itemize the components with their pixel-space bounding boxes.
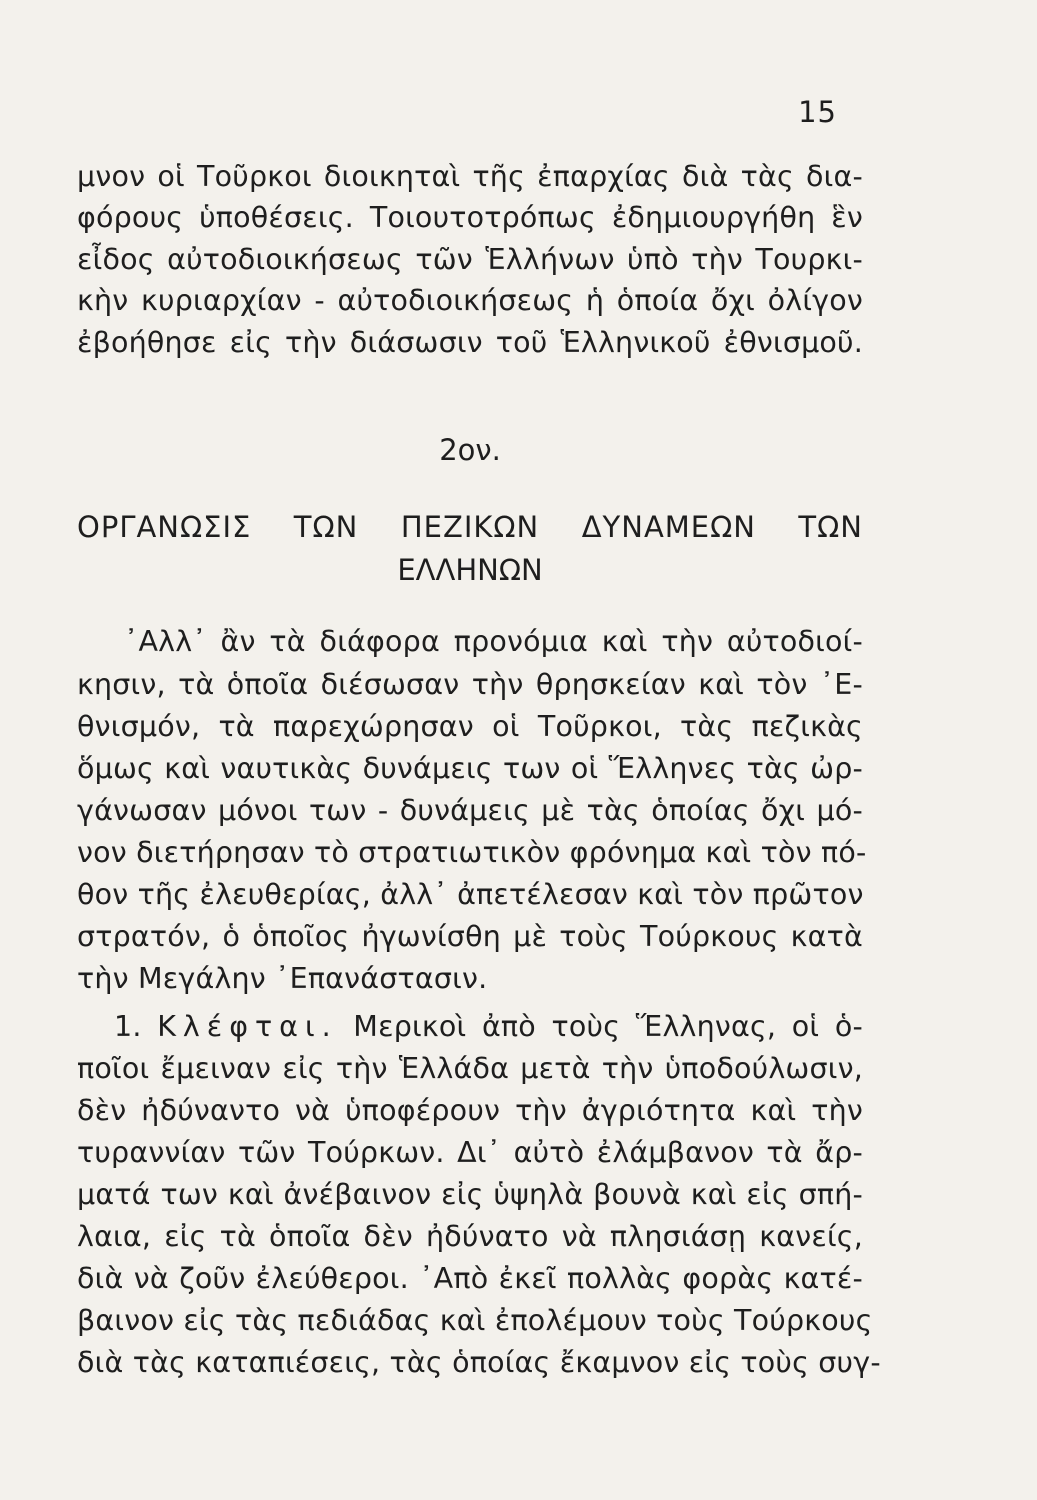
text-line: τὴν Μεγάλην ᾿Επανάστασιν.: [77, 962, 488, 995]
text-line: βαινον εἰς τὰς πεδιάδας καὶ ἐπολέμουν τοὺς Τούρκους: [77, 1304, 873, 1337]
text-line: κησιν, τὰ ὁποῖα διέσωσαν τὴν θρησκείαν καὶ τὸν ᾿Ε-: [77, 668, 863, 701]
page-number: 15: [798, 95, 837, 129]
item-text: Μερικοὶ ἀπὸ τοὺς Ἕλληνας, οἱ ὁ-: [353, 1010, 863, 1043]
text-line: ἐβοήθησε εἰς τὴν διάσωσιν τοῦ Ἑλληνικοῦ ἐθνισμοῦ.: [77, 326, 863, 359]
text-line: στρατόν, ὁ ὁποῖος ἠγωνίσθη μὲ τοὺς Τούρκους κατὰ: [77, 920, 863, 953]
text-line: διὰ νὰ ζοῦν ἐλεύθεροι. ᾿Απὸ ἐκεῖ πολλὰς φορὰς κατέ-: [77, 1262, 863, 1295]
text-line: εἶδος αὐτοδιοικήσεως τῶν Ἑλλήνων ὑπὸ τὴν Τουρκι-: [77, 243, 863, 276]
text-line: νον διετήρησαν τὸ στρατιωτικὸν φρόνημα καὶ τὸν πό-: [77, 836, 867, 869]
text-line: ᾿Αλλ᾿ ἂν τὰ διάφορα προνόμια καὶ τὴν αὐτοδιοί-: [124, 625, 863, 658]
heading-line-1: ΟΡΓΑΝΩΣΙΣ ΤΩΝ ΠΕΖΙΚΩΝ ΔΥΝΑΜΕΩΝ ΤΩΝ: [77, 510, 863, 544]
text-line: μνον οἱ Τοῦρκοι διοικηταὶ τῆς ἐπαρχίας διὰ τὰς δια-: [77, 160, 863, 193]
text-line: ὅμως καὶ ναυτικὰς δυνάμεις των οἱ Ἕλληνες τὰς ὠρ-: [77, 752, 863, 785]
text-line: ματά των καὶ ἀνέβαινον εἰς ὑψηλὰ βουνὰ καὶ εἰς σπή-: [77, 1178, 863, 1211]
text-line: θνισμόν, τὰ παρεχώρησαν οἱ Τοῦρκοι, τὰς πεζικὰς: [77, 710, 863, 743]
item-term: Κλέφται.: [157, 1010, 338, 1043]
text-line: τυραννίαν τῶν Τούρκων. Δι᾿ αὐτὸ ἐλάμβανον τὰ ἄρ-: [77, 1136, 863, 1169]
item-number: 1.: [114, 1010, 142, 1043]
text-line: λαια, εἰς τὰ ὁποῖα δὲν ἠδύνατο νὰ πλησιάσῃ κανείς,: [77, 1220, 863, 1253]
text-line: διὰ τὰς καταπιέσεις, τὰς ὁποίας ἔκαμνον εἰς τοὺς συγ-: [77, 1346, 881, 1379]
text-line: κὴν κυριαρχίαν - αὐτοδιοικήσεως ἡ ὁποία ὄχι ὀλίγον: [77, 284, 863, 317]
text-line: ποῖοι ἔμειναν εἰς τὴν Ἑλλάδα μετὰ τὴν ὑποδούλωσιν,: [77, 1052, 863, 1085]
section-number: 2ον.: [439, 433, 501, 467]
text-line: δὲν ἠδύναντο νὰ ὑποφέρουν τὴν ἀγριότητα καὶ τὴν: [77, 1094, 863, 1127]
text-line: γάνωσαν μόνοι των - δυνάμεις μὲ τὰς ὁποίας ὄχι μό-: [77, 794, 863, 827]
text-line: [114, 1010, 863, 1044]
text-line: φόρους ὑποθέσεις. Τοιουτοτρόπως ἐδημιουργήθη ἓν: [77, 201, 863, 234]
heading-line-2: ΕΛΛΗΝΩΝ: [397, 553, 543, 587]
text-line: θον τῆς ἐλευθερίας, ἀλλ᾿ ἀπετέλεσαν καὶ τὸν πρῶτον: [77, 878, 864, 911]
